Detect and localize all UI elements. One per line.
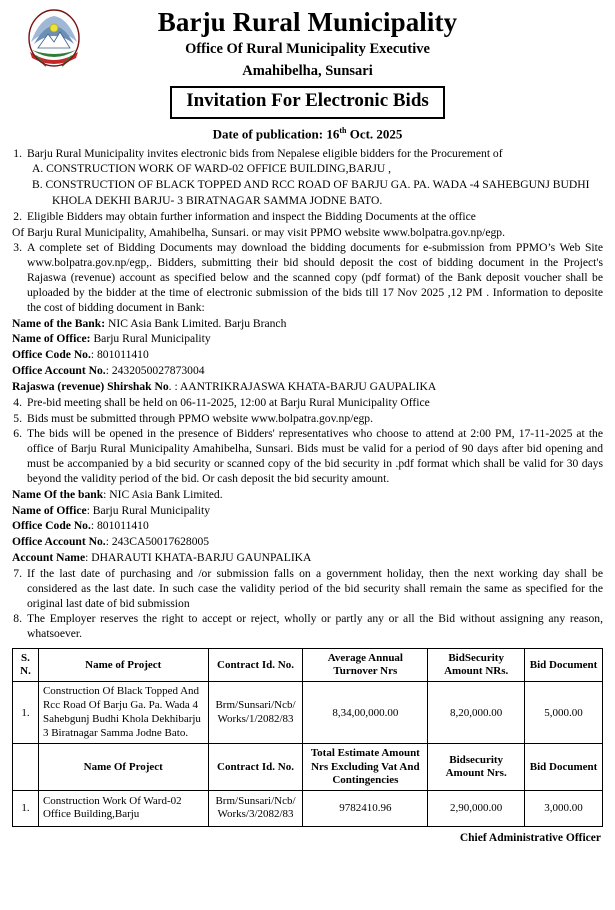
clause-2-text: Eligible Bidders may obtain further information and inspect the Bidding Documents at the office xyxy=(27,209,476,223)
publication-date-label: Date of publication: 16 xyxy=(212,125,340,141)
th-estimate-2: Total Estimate Amount Nrs Excluding Vat And Contingencies xyxy=(303,744,428,791)
office-name-label-2: Name of Office xyxy=(12,503,87,517)
table-row xyxy=(13,790,603,826)
bank-name-label-2: Name Of the bank xyxy=(12,487,104,501)
office-name-line-1 xyxy=(12,332,603,347)
clause-6-number: 6. xyxy=(13,427,22,441)
cell-sn: 1. xyxy=(13,682,39,744)
bank-name-line-2 xyxy=(12,488,603,503)
clause-5-text-c: through PPMO website www.bolpatra.gov.np/egp. xyxy=(139,411,373,425)
office-name-value-1: Barju Rural Municipality xyxy=(93,332,211,346)
document-title: Invitation For Electronic Bids xyxy=(170,86,445,118)
clause-1-item-a: A. CONSTRUCTION WORK OF WARD-02 OFFICE BUILDING,BARJU , xyxy=(32,162,391,176)
clause-3-number: 3. xyxy=(13,241,22,255)
clause-5-number: 5. xyxy=(13,411,22,425)
office-account-line-1 xyxy=(12,364,603,379)
cell-turnover: 8,34,00,000.00 xyxy=(303,682,428,744)
clause-4-text: Pre-bid meeting shall be held on 06-11-2025, 12:00 at Barju Rural Municipality Office xyxy=(27,395,430,409)
publication-date-rest: Oct. 2025 xyxy=(346,125,403,141)
publication-date-sup: th xyxy=(339,125,347,135)
cell-bid-security: 2,90,000.00 xyxy=(428,790,525,826)
office-code-value-2: : 801011410 xyxy=(90,519,149,533)
office-code-line-1 xyxy=(12,348,603,363)
office-code-label-1: Office Code No. xyxy=(12,348,91,362)
cell-contract-id: Brm/Sunsari/Ncb/ Works/1/2082/83 xyxy=(208,682,303,744)
th-project-2: Name Of Project xyxy=(38,744,208,791)
rajaswa-line xyxy=(12,380,603,395)
th-biddocument-2: Bid Document xyxy=(525,744,603,791)
clause-6-text: The bids will be opened in the presence of Bidders' representatives who choose to attend at 2:00 PM, 17-11-2025 at the office of Barju Rural Municipality Amahibelha, Sunsari. Bids must be valid for a period of 90 days after bid opening and must be accompanied by a bid security or scanned copy of the bid security in .pdf format which shall be valid for 30 days beyond the validity period of the bid. Or cash deposit the bid security amount. xyxy=(27,427,603,485)
organization-address: Amahibelha, Sunsari xyxy=(242,62,373,79)
clause-3-text: A complete set of Bidding Documents may download the bidding documents for e-submission from PPMO’s Web Site www.bolpatra.gov.np/egp,. Bidders, submitting their bid should deposit the cost of bidding document in the Project's Rajaswa (revenue) account as specified below and the scanned copy (pdf format) of the Bank deposit voucher shall be uploaded by the bidder at the time of electronic submission of the bids till 17 Nov 2025 ,12 PM . Information to deposite the cost of bidding document in Bank: xyxy=(27,241,603,314)
clause-6 xyxy=(12,427,603,486)
office-code-label-2: Office Code No. xyxy=(12,519,91,533)
table-header-row-2 xyxy=(13,744,603,791)
clause-1-text-d: Procurement of xyxy=(430,146,503,160)
organization-office: Office Of Rural Municipality Executive xyxy=(185,41,430,58)
clause-7-number: 7. xyxy=(13,566,22,580)
bank-name-value-1: NIC Asia Bank Limited. Barju Branch xyxy=(107,316,287,330)
clause-1 xyxy=(12,147,603,162)
cell-bid-security: 8,20,000.00 xyxy=(428,682,525,744)
th-sn-1: S. N. xyxy=(13,649,39,682)
clause-8-text: The Employer reserves the right to accept or reject, wholly or partly any or all the Bid without assigning any reason, whatsoever. xyxy=(27,612,603,641)
clause-2-number: 2. xyxy=(13,209,22,223)
office-code-line-2 xyxy=(12,519,603,534)
clause-1-text-a: Barju Rural Municipality invites xyxy=(27,146,179,160)
clause-2 xyxy=(12,210,603,225)
office-code-value-1: : 801011410 xyxy=(90,348,149,362)
th-project-1: Name of Project xyxy=(38,649,208,682)
th-contract-2: Contract Id. No. xyxy=(208,744,303,791)
clause-1-text-c: from Nepalese eligible bidders for the xyxy=(251,146,428,160)
nepal-emblem-icon xyxy=(26,8,82,70)
cell-estimate: 9782410.96 xyxy=(303,790,428,826)
clause-3 xyxy=(12,241,603,315)
publication-date xyxy=(12,126,603,143)
clause-8 xyxy=(12,612,603,642)
cell-sn: 1. xyxy=(13,790,39,826)
signature-line: Chief Administrative Officer xyxy=(459,831,601,844)
th-contract-1: Contract Id. No. xyxy=(208,649,303,682)
bank-name-line-1 xyxy=(12,317,603,332)
document-body xyxy=(12,147,603,643)
office-name-value-2: : Barju Rural Municipality xyxy=(86,503,211,517)
clause-1-item-b-cont: KHOLA DEKHI BARJU- 3 BIRATNAGAR SAMMA JODNE BATO. xyxy=(52,194,383,207)
clause-1-number: 1. xyxy=(13,146,22,160)
clause-1-item-b: B. CONSTRUCTION OF BLACK TOPPED AND RCC ROAD OF BARJU GA. PA. WADA -4 SAHEBGUNJ BUDHI xyxy=(32,178,590,192)
clause-7-text: If the last date of purchasing and /or submission falls on a government holiday, then the next working day shall be considered as the last date. In such case the validity period of the bid security shall remain the same as specified for the original last date of bid submission xyxy=(27,566,603,610)
office-name-label-1: Name of Office: xyxy=(12,332,91,346)
account-name-value: : DHARAUTI KHATA-BARJU GAUNPALIKA xyxy=(85,551,312,565)
cell-bid-document: 3,000.00 xyxy=(525,790,603,826)
th-bidsecurity-1: BidSecurity Amount NRs. xyxy=(428,649,525,682)
rajaswa-value: . : AANTRIKRAJASWA KHATA-BARJU GAUPALIKA xyxy=(168,379,437,393)
th-turnover-1: Average Annual Turnover Nrs xyxy=(303,649,428,682)
th-sn-2 xyxy=(13,744,39,791)
clause-8-number: 8. xyxy=(13,612,22,626)
office-name-line-2 xyxy=(12,504,603,519)
table-header-row-1 xyxy=(13,649,603,682)
account-name-label: Account Name xyxy=(12,551,86,565)
clause-1-text-b: electronic bids xyxy=(180,146,249,160)
table-row xyxy=(13,682,603,744)
cell-project: Construction Of Black Topped And Rcc Road Of Barju Ga. Pa. Wada 4 Sahebgunj Budhi Khola Dekhibarju 3 Biratnagar Samma Jodne Bato. xyxy=(38,682,208,744)
cell-bid-document: 5,000.00 xyxy=(525,682,603,744)
clause-5-text-b: must be submitted xyxy=(51,411,137,425)
bank-name-label-1: Name of the Bank: xyxy=(12,316,106,330)
clause-7 xyxy=(12,567,603,611)
office-account-line-2 xyxy=(12,535,603,550)
clause-4-number: 4. xyxy=(13,395,22,409)
office-account-label-1: Office Account No. xyxy=(12,364,106,378)
office-account-value-1: : 2432050027873004 xyxy=(105,364,205,378)
clause-4 xyxy=(12,396,603,411)
th-biddocument-1: Bid Document xyxy=(525,649,603,682)
document-header xyxy=(12,6,603,119)
cell-project: Construction Work Of Ward-02 Office Building,Barju xyxy=(38,790,208,826)
office-account-value-2: : 243CA50017628005 xyxy=(105,535,210,549)
clause-2-continued: Of Barju Rural Municipality, Amahibelha, Sunsari. or may visit PPMO website www.bolpatra.gov.np/egp. xyxy=(12,225,505,239)
bank-name-value-2: : NIC Asia Bank Limited. xyxy=(103,487,223,501)
account-name-line xyxy=(12,551,603,566)
clause-5-text-a: Bids xyxy=(27,411,49,425)
clause-5 xyxy=(12,412,603,427)
organization-name: Barju Rural Municipality xyxy=(157,7,458,37)
projects-table-1 xyxy=(12,648,603,827)
rajaswa-label: Rajaswa (revenue) Shirshak No xyxy=(12,379,169,393)
cell-contract-id: Brm/Sunsari/Ncb/ Works/3/2082/83 xyxy=(208,790,303,826)
office-account-label-2: Office Account No. xyxy=(12,535,106,549)
th-bidsecurity-2: Bidsecurity Amount Nrs. xyxy=(428,744,525,791)
